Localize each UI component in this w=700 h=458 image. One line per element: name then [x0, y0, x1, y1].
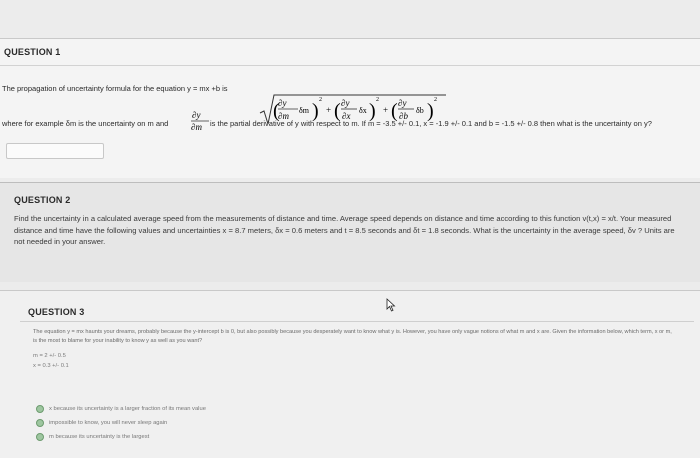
question-3-panel — [0, 290, 700, 458]
option-label: impossible to know, you will never sleep again — [49, 420, 168, 426]
option-label: x because its uncertainty is a larger fraction of its mean value — [49, 406, 206, 412]
question-2-text: Find the uncertainty in a calculated average speed from the measurements of distance and time. Average speed depends on distance and time according to this function v(t,x) = x/t. Your measured distance and time have the following values and uncertainties x = 8.7 meters, δx = 0.6 meters and t = 8.5 seconds and δt = 1.8 seconds. What is the uncertainty in the average speed, δv ? Units are not needed in your answer. — [14, 214, 675, 246]
svg-text:): ) — [427, 100, 434, 122]
divider — [20, 321, 694, 322]
question-2-heading: QUESTION 2 — [14, 195, 71, 205]
svg-text:δb: δb — [416, 106, 424, 115]
partial-derivative-symbol — [190, 109, 210, 133]
question-1-partial-text: is the partial derivative of y with respect to m. If m = -3.5 +/- 0.1, x = -1.9 +/- 0.1 and b = -1.5 +/- 0.8 then what is the uncertainty on y? — [210, 119, 652, 128]
question-1-panel — [0, 38, 700, 178]
question-3-values — [33, 351, 69, 371]
svg-text:∂y: ∂y — [341, 98, 350, 108]
svg-text:δx: δx — [359, 106, 367, 115]
question-3-options — [36, 403, 206, 445]
svg-text:(: ( — [334, 100, 341, 122]
option-x-fraction[interactable] — [36, 403, 206, 415]
question-1-where-text: where for example δm is the uncertainty on m and — [2, 119, 169, 128]
svg-text:2: 2 — [376, 97, 379, 103]
svg-text:(: ( — [273, 100, 280, 122]
svg-text:∂y: ∂y — [398, 98, 407, 108]
svg-text:∂b: ∂b — [399, 111, 408, 121]
question-1-answer-input[interactable] — [6, 143, 104, 159]
svg-text:): ) — [312, 100, 319, 122]
question-1-intro: The propagation of uncertainty formula for the equation y = mx +b is — [2, 84, 228, 93]
svg-text:2: 2 — [319, 97, 322, 103]
svg-text:∂y: ∂y — [278, 98, 287, 108]
question-3-heading: QUESTION 3 — [28, 307, 85, 317]
svg-text:∂x: ∂x — [342, 111, 351, 121]
radio-button[interactable] — [36, 419, 44, 427]
svg-text:): ) — [369, 100, 376, 122]
svg-text:∂m: ∂m — [191, 122, 202, 132]
divider — [0, 65, 700, 66]
option-label: m because its uncertainty is the largest — [49, 434, 150, 440]
svg-text:δm: δm — [299, 106, 309, 115]
svg-text:∂m: ∂m — [278, 111, 289, 121]
svg-text:(: ( — [391, 100, 398, 122]
radio-button[interactable] — [36, 433, 44, 441]
svg-text:2: 2 — [434, 97, 437, 103]
svg-text:+: + — [383, 105, 389, 115]
question-3-text: The equation y = mx haunts your dreams, probably because the y-intercept b is 0, but also possibly because you desperately want to know what y is. However, you have only vague notions of what m and x are. Given the information below, which term, x or m, is the most to blame for your inability to know y as well as you want? — [33, 329, 672, 344]
m-value: m = 2 +/- 0.5 — [33, 353, 66, 359]
x-value: x = 0.3 +/- 0.1 — [33, 363, 69, 369]
mouse-cursor-icon — [386, 298, 396, 312]
svg-text:+: + — [326, 105, 332, 115]
question-1-heading: QUESTION 1 — [4, 47, 61, 57]
svg-text:∂y: ∂y — [192, 110, 201, 120]
radio-button[interactable] — [36, 405, 44, 413]
option-m-largest[interactable] — [36, 431, 206, 443]
question-2-panel — [0, 182, 700, 282]
option-impossible[interactable] — [36, 417, 206, 429]
